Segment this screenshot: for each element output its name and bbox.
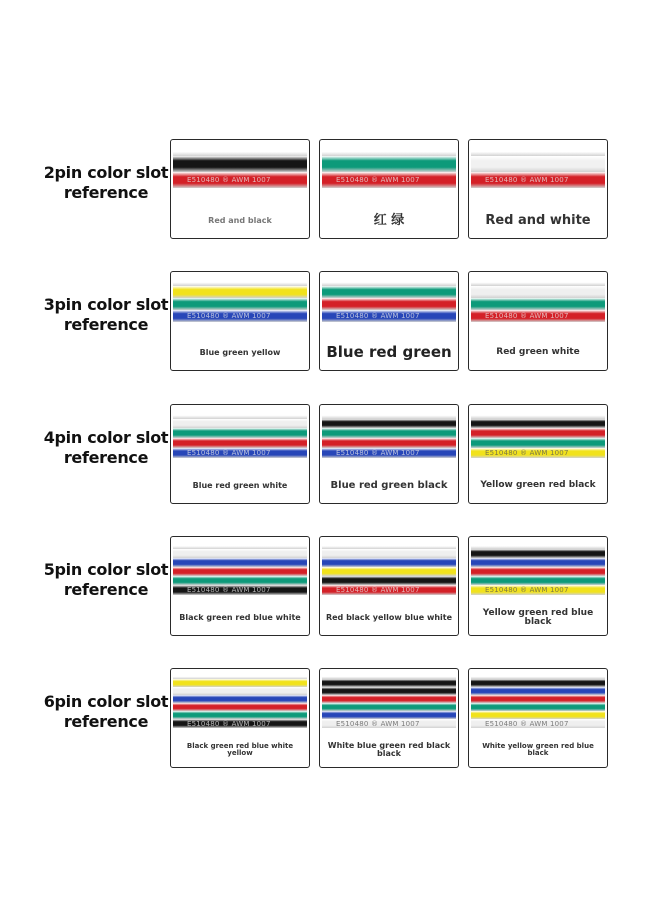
wire-strand xyxy=(173,671,307,679)
wire-strand xyxy=(322,576,456,585)
card-caption: White yellow green red blue black xyxy=(482,741,594,757)
card-caption: Red black yellow blue white xyxy=(325,612,453,622)
card-caption: Black green red blue white yellow xyxy=(186,741,294,757)
cable-card xyxy=(319,668,459,768)
wire-strand xyxy=(471,142,605,156)
card-caption: White blue green red black black xyxy=(327,740,451,758)
card-caption: 红 绿 xyxy=(373,213,405,229)
card-caption: Yellow green red black xyxy=(480,480,596,491)
row-label: 2pin color slot reference xyxy=(43,163,169,202)
wire-strand xyxy=(322,428,456,438)
wire-strand xyxy=(173,286,307,298)
wire-strand xyxy=(322,298,456,310)
wire-strand xyxy=(173,298,307,310)
wire-strand xyxy=(471,310,605,322)
card-caption: Red and white xyxy=(485,213,591,229)
wire-strand xyxy=(471,438,605,448)
wire-strand xyxy=(471,286,605,298)
wire-print-text: E510480 ® AWM 1007 xyxy=(485,719,569,728)
wire-strand xyxy=(322,687,456,695)
wire-strand xyxy=(471,567,605,576)
card-caption: Black green red blue white xyxy=(179,612,301,622)
cable-image xyxy=(173,142,307,212)
card-caption: Yellow green red blue black xyxy=(482,607,594,627)
card-caption: Red and black xyxy=(208,215,272,225)
wire-strand xyxy=(471,558,605,567)
wire-strand xyxy=(322,711,456,719)
wire-print-text: E510480 ® AWM 1007 xyxy=(336,586,420,594)
wire-strand xyxy=(173,711,307,719)
wire-strand xyxy=(471,156,605,172)
reference-row xyxy=(0,139,660,241)
wire-print-text: E510480 ® AWM 1007 xyxy=(187,449,271,457)
wire-strand xyxy=(173,448,307,458)
wire-strand xyxy=(322,719,456,728)
card-caption: Blue red green xyxy=(326,343,452,362)
wire-strand xyxy=(173,156,307,172)
cable-card xyxy=(170,668,310,768)
row-label: 6pin color slot reference xyxy=(43,692,169,731)
cable-image xyxy=(173,274,307,344)
row-label: 4pin color slot reference xyxy=(43,428,169,467)
wire-strand xyxy=(322,407,456,419)
wire-strand xyxy=(471,671,605,679)
wire-strand xyxy=(471,539,605,549)
wire-print-text: E510480 ® AWM 1007 xyxy=(485,312,569,320)
wire-strand xyxy=(173,703,307,711)
cable-card xyxy=(170,404,310,504)
cable-image xyxy=(322,142,456,212)
wire-strand xyxy=(322,703,456,711)
wire-strand xyxy=(173,549,307,558)
wire-strand xyxy=(173,719,307,728)
cable-card xyxy=(170,139,310,239)
wire-strand xyxy=(322,156,456,172)
wire-strand xyxy=(471,428,605,438)
wire-strand xyxy=(471,585,605,595)
cable-card xyxy=(468,271,608,371)
wire-print-text: E510480 ® AWM 1007 xyxy=(336,719,420,728)
wire-print-text: E510480 ® AWM 1007 xyxy=(336,312,420,320)
cable-image xyxy=(173,407,307,477)
cable-image xyxy=(471,142,605,212)
wire-strand xyxy=(471,549,605,558)
wire-strand xyxy=(322,679,456,687)
cable-image xyxy=(471,539,605,609)
wire-strand xyxy=(471,298,605,310)
wire-strand xyxy=(471,695,605,703)
wire-strand xyxy=(322,419,456,428)
wire-strand xyxy=(471,448,605,458)
wire-strand xyxy=(173,539,307,549)
cable-card xyxy=(468,668,608,768)
wire-print-text: E510480 ® AWM 1007 xyxy=(485,586,569,594)
cable-card xyxy=(319,404,459,504)
wire-strand xyxy=(471,719,605,728)
wire-strand xyxy=(173,274,307,286)
wire-strand xyxy=(471,687,605,695)
wire-strand xyxy=(173,576,307,585)
cable-card xyxy=(319,271,459,371)
row-label: 3pin color slot reference xyxy=(43,295,169,334)
wire-strand xyxy=(173,407,307,419)
wire-strand xyxy=(322,286,456,298)
wire-strand xyxy=(471,172,605,188)
reference-row xyxy=(0,271,660,373)
wire-strand xyxy=(322,274,456,286)
wire-strand xyxy=(322,172,456,188)
wire-strand xyxy=(322,585,456,595)
card-caption: Blue green yellow xyxy=(199,347,281,357)
wire-strand xyxy=(471,407,605,419)
wire-strand xyxy=(173,687,307,695)
wire-print-text: E510480 ® AWM 1007 xyxy=(336,176,420,184)
card-caption: Blue red green white xyxy=(192,480,288,490)
cable-card xyxy=(468,536,608,636)
wire-strand xyxy=(471,576,605,585)
reference-row xyxy=(0,404,660,506)
wire-strand xyxy=(173,438,307,448)
wire-strand xyxy=(471,711,605,719)
cable-card xyxy=(319,536,459,636)
wire-strand xyxy=(471,703,605,711)
wire-strand xyxy=(173,585,307,595)
wire-strand xyxy=(322,695,456,703)
wire-print-text: E510480 ® AWM 1007 xyxy=(485,449,569,457)
wire-strand xyxy=(173,567,307,576)
wire-strand xyxy=(471,679,605,687)
cable-card xyxy=(468,139,608,239)
cable-image xyxy=(173,539,307,609)
wire-strand xyxy=(173,419,307,428)
wire-print-text: E510480 ® AWM 1007 xyxy=(187,312,271,320)
wire-print-text: E510480 ® AWM 1007 xyxy=(187,176,271,184)
wire-strand xyxy=(322,448,456,458)
cable-card xyxy=(319,139,459,239)
wire-strand xyxy=(173,679,307,687)
wire-strand xyxy=(173,428,307,438)
wire-print-text: E510480 ® AWM 1007 xyxy=(485,176,569,184)
wire-strand xyxy=(173,172,307,188)
cable-image xyxy=(173,671,307,741)
wire-print-text: E510480 ® AWM 1007 xyxy=(187,586,271,594)
wire-strand xyxy=(322,567,456,576)
cable-image xyxy=(322,539,456,609)
cable-image xyxy=(471,407,605,477)
wire-strand xyxy=(322,310,456,322)
row-label: 5pin color slot reference xyxy=(43,560,169,599)
wire-strand xyxy=(322,142,456,156)
cable-image xyxy=(322,671,456,741)
wire-strand xyxy=(173,142,307,156)
cable-card xyxy=(170,271,310,371)
wire-strand xyxy=(471,419,605,428)
wire-strand xyxy=(322,438,456,448)
wire-strand xyxy=(173,310,307,322)
cable-image xyxy=(471,274,605,344)
cable-image xyxy=(471,671,605,741)
reference-row xyxy=(0,536,660,638)
wire-strand xyxy=(322,539,456,549)
card-caption: Blue red green black xyxy=(330,479,448,491)
wire-strand xyxy=(322,671,456,679)
cable-card xyxy=(468,404,608,504)
reference-row xyxy=(0,668,660,770)
wire-print-text: E510480 ® AWM 1007 xyxy=(187,719,271,728)
wire-strand xyxy=(173,695,307,703)
cable-image xyxy=(322,407,456,477)
cable-image xyxy=(322,274,456,344)
card-caption: Red green white xyxy=(496,347,580,358)
cable-card xyxy=(170,536,310,636)
wire-strand xyxy=(173,558,307,567)
wire-strand xyxy=(322,549,456,558)
wire-strand xyxy=(471,274,605,286)
wire-strand xyxy=(322,558,456,567)
wire-print-text: E510480 ® AWM 1007 xyxy=(336,449,420,457)
